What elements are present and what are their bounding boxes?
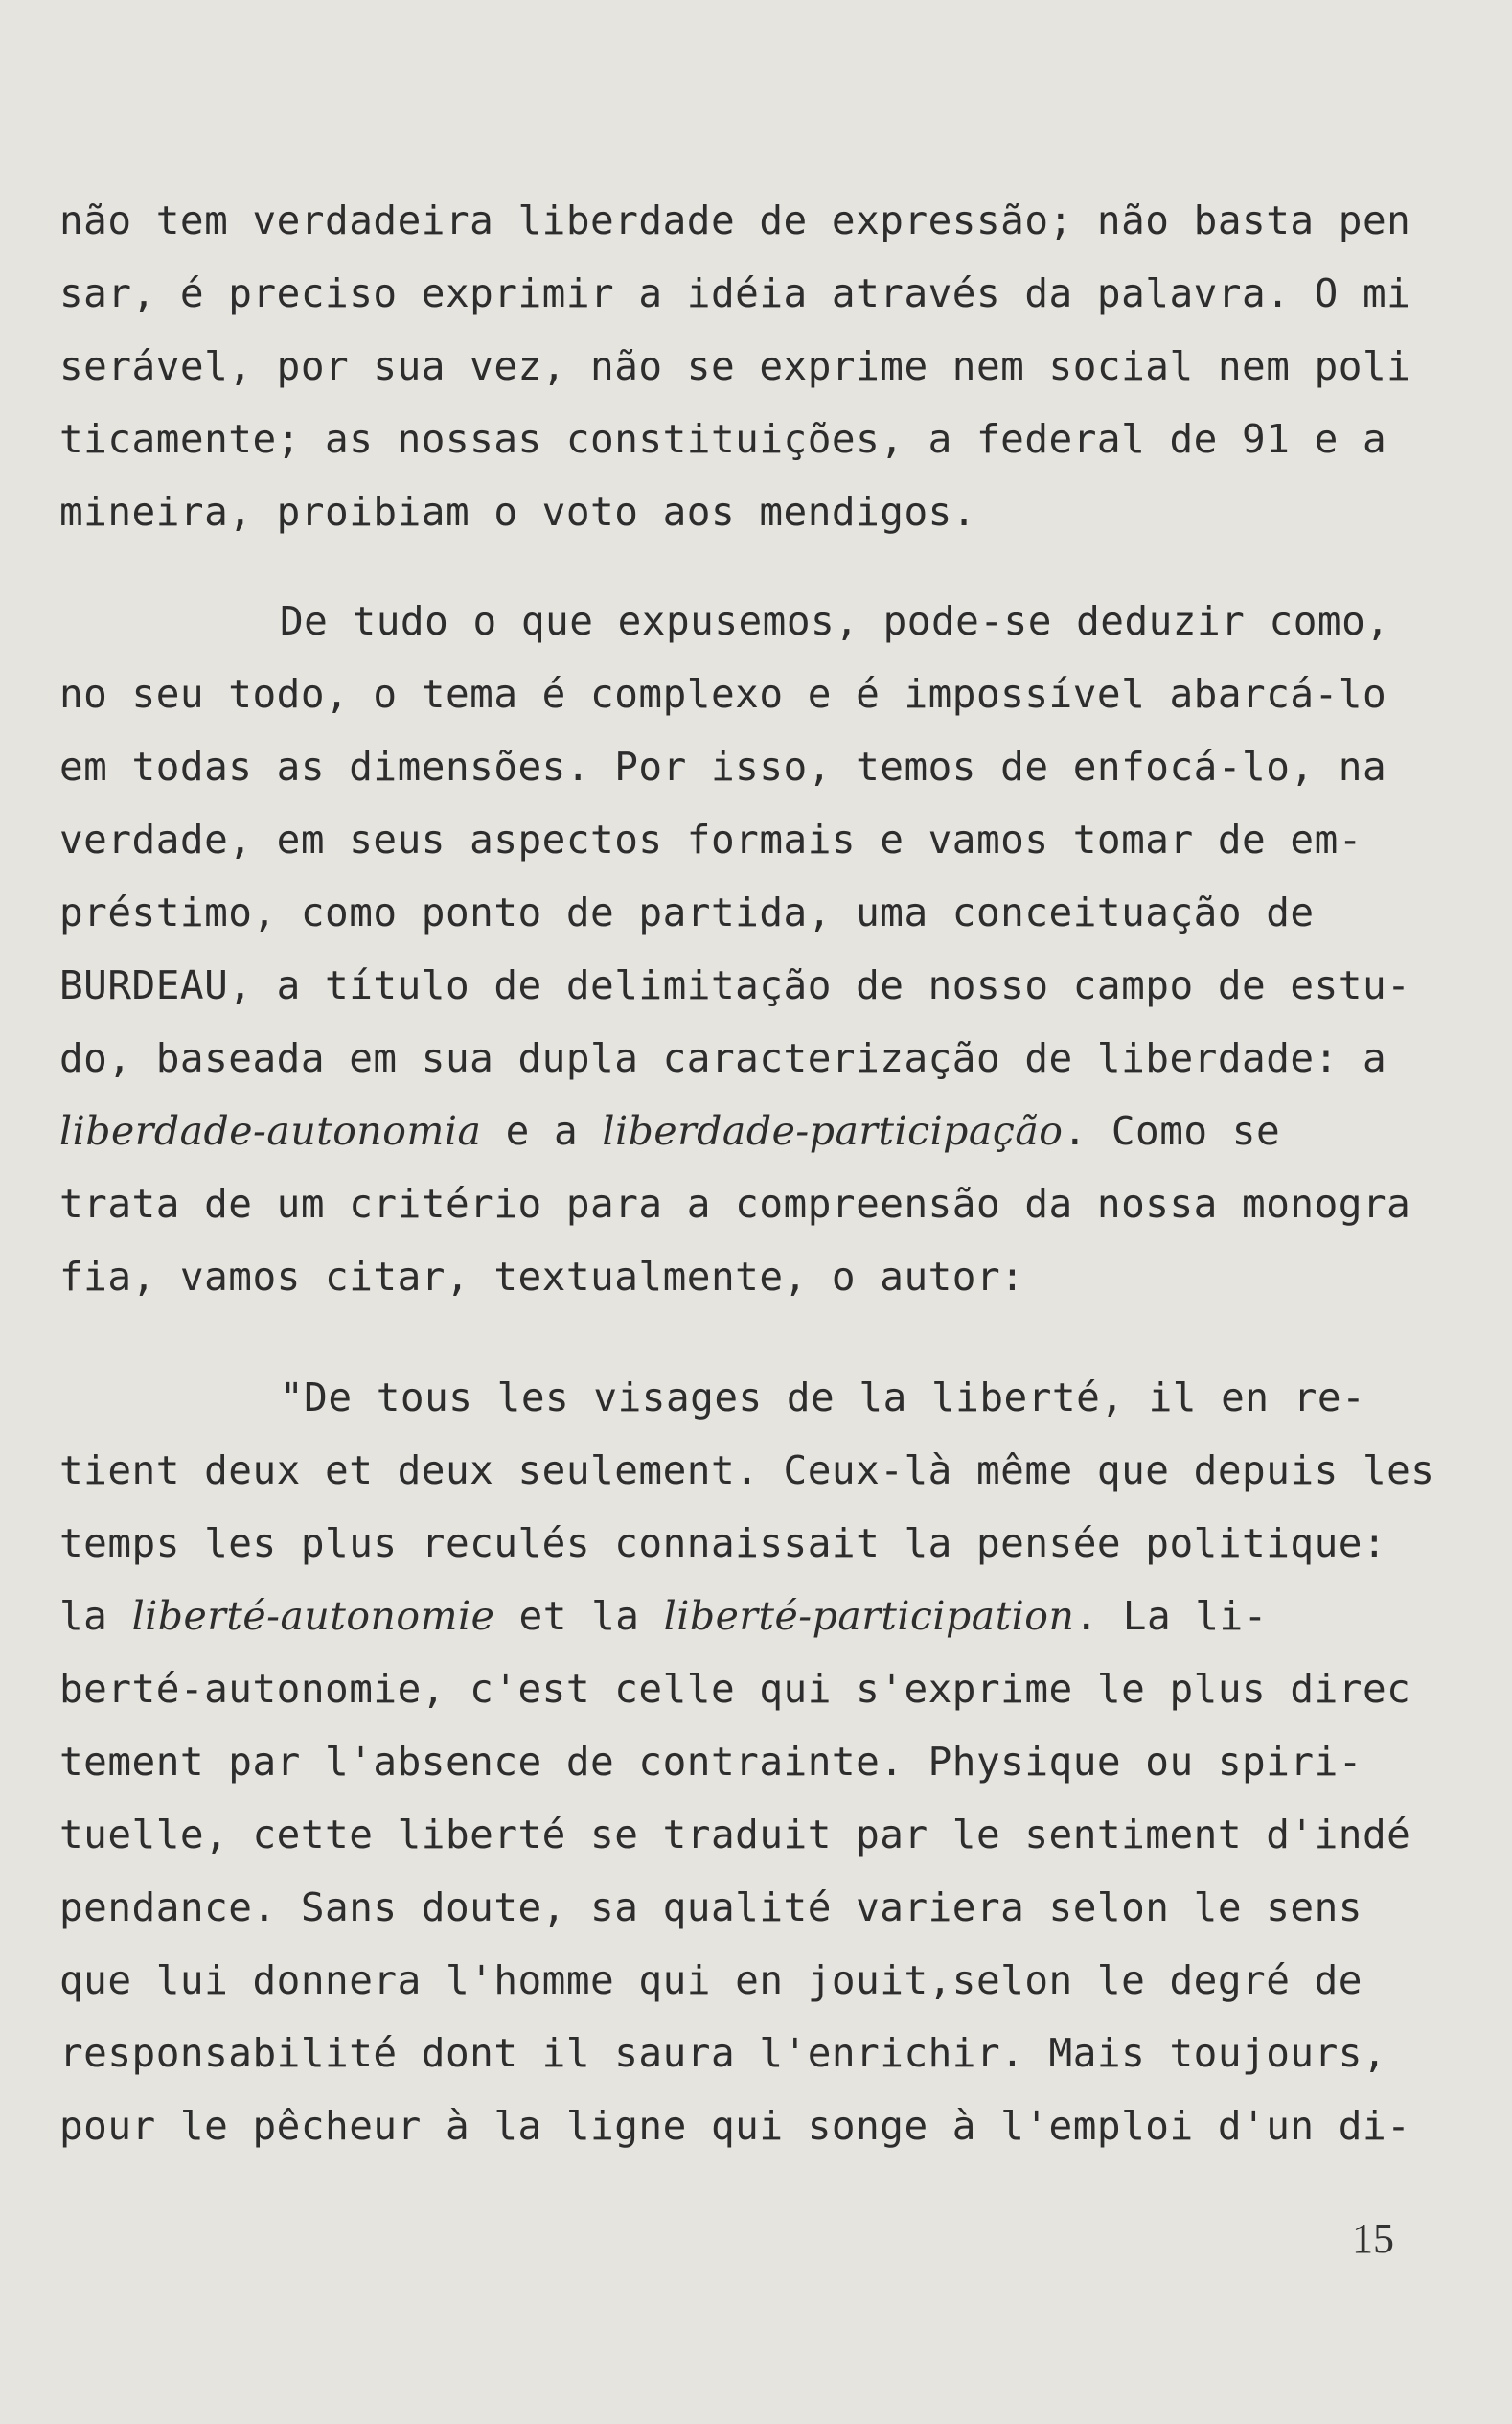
- paragraph-1: [59, 184, 1420, 548]
- line-text: tient deux et deux seulement. Ceux-là même que depuis les: [59, 1447, 1435, 1493]
- text-line: [59, 730, 1420, 803]
- line-text: sar, é preciso exprimir a idéia através da palavra. O mi: [59, 270, 1411, 316]
- line-text: . La li-: [1074, 1593, 1268, 1639]
- line-text: serável, por sua vez, não se exprime nem social nem poli: [59, 343, 1411, 389]
- text-line: [59, 949, 1420, 1022]
- text-line: [59, 1434, 1435, 1507]
- italic-term: liberté-participation: [663, 1593, 1075, 1639]
- text-line: [59, 876, 1420, 949]
- text-line: [59, 585, 1420, 658]
- line-text: tuelle, cette liberté se traduit par le sentiment d'indé: [59, 1812, 1411, 1858]
- text-line: [59, 1022, 1420, 1095]
- line-text: que lui donnera l'homme qui en jouit,selon le degré de: [59, 1957, 1363, 2003]
- italic-term: liberté-autonomie: [131, 1593, 495, 1639]
- paragraph-2: [59, 585, 1420, 1313]
- line-text: . Como se: [1063, 1108, 1281, 1154]
- text-line: [59, 2089, 1420, 2162]
- text-line: [59, 658, 1420, 730]
- text-line: [59, 1871, 1420, 1944]
- line-text: De tudo o que expusemos, pode-se deduzir como,: [280, 598, 1390, 644]
- text-line: [59, 1240, 1420, 1313]
- line-text: ticamente; as nossas constituições, a federal de 91 e a: [59, 416, 1387, 462]
- text-line: [59, 257, 1420, 330]
- text-line: [59, 1944, 1420, 2017]
- line-text: fia, vamos citar, textualmente, o autor:: [59, 1254, 1025, 1300]
- text-line: [59, 1095, 1420, 1167]
- line-text: mineira, proibiam o voto aos mendigos.: [59, 489, 976, 535]
- line-text: tement par l'absence de contrainte. Physique ou spiri-: [59, 1739, 1363, 1785]
- line-text: la: [59, 1593, 132, 1639]
- text-line: [59, 330, 1420, 403]
- line-text: pour le pêcheur à la ligne qui songe à l'emploi d'un di-: [59, 2103, 1411, 2149]
- text-line: [59, 403, 1420, 475]
- text-line: [59, 1652, 1420, 1725]
- line-text: não tem verdadeira liberdade de expressão; não basta pen: [59, 197, 1411, 243]
- line-text: no seu todo, o tema é complexo e é impossível abarcá-lo: [59, 671, 1387, 717]
- line-text: responsabilité dont il saura l'enrichir. Mais toujours,: [59, 2030, 1387, 2076]
- line-text: préstimo, como ponto de partida, uma conceituação de: [59, 889, 1315, 935]
- line-text: BURDEAU, a título de delimitação de nosso campo de estu-: [59, 962, 1411, 1008]
- line-text: berté-autonomie, c'est celle qui s'exprime le plus direc: [59, 1666, 1411, 1712]
- text-line: [59, 475, 1420, 548]
- italic-term: liberdade-autonomia: [59, 1108, 482, 1154]
- line-text: e a: [481, 1108, 603, 1154]
- text-line: [59, 1167, 1420, 1240]
- line-text: "De tous les visages de la liberté, il en re-: [280, 1374, 1366, 1420]
- text-line: [59, 2017, 1420, 2089]
- text-line: [59, 1798, 1420, 1871]
- text-line: [59, 803, 1420, 876]
- line-text: verdade, em seus aspectos formais e vamos tomar de em-: [59, 817, 1363, 863]
- line-text: et la: [494, 1593, 664, 1639]
- page-number: 15: [1352, 2215, 1394, 2262]
- text-line: [59, 1361, 1420, 1434]
- quotation: [59, 1361, 1435, 2162]
- line-text: temps les plus reculés connaissait la pensée politique:: [59, 1520, 1387, 1566]
- text-line: [59, 184, 1420, 257]
- line-text: em todas as dimensões. Por isso, temos de enfocá-lo, na: [59, 744, 1387, 790]
- text-line: [59, 1507, 1420, 1580]
- text-line: [59, 1580, 1420, 1652]
- text-line: [59, 1725, 1420, 1798]
- italic-term: liberdade-participação: [602, 1108, 1064, 1154]
- line-text: do, baseada em sua dupla caracterização de liberdade: a: [59, 1035, 1387, 1081]
- line-text: trata de um critério para a compreensão da nossa monogra: [59, 1181, 1411, 1227]
- line-text: pendance. Sans doute, sa qualité variera selon le sens: [59, 1884, 1363, 1930]
